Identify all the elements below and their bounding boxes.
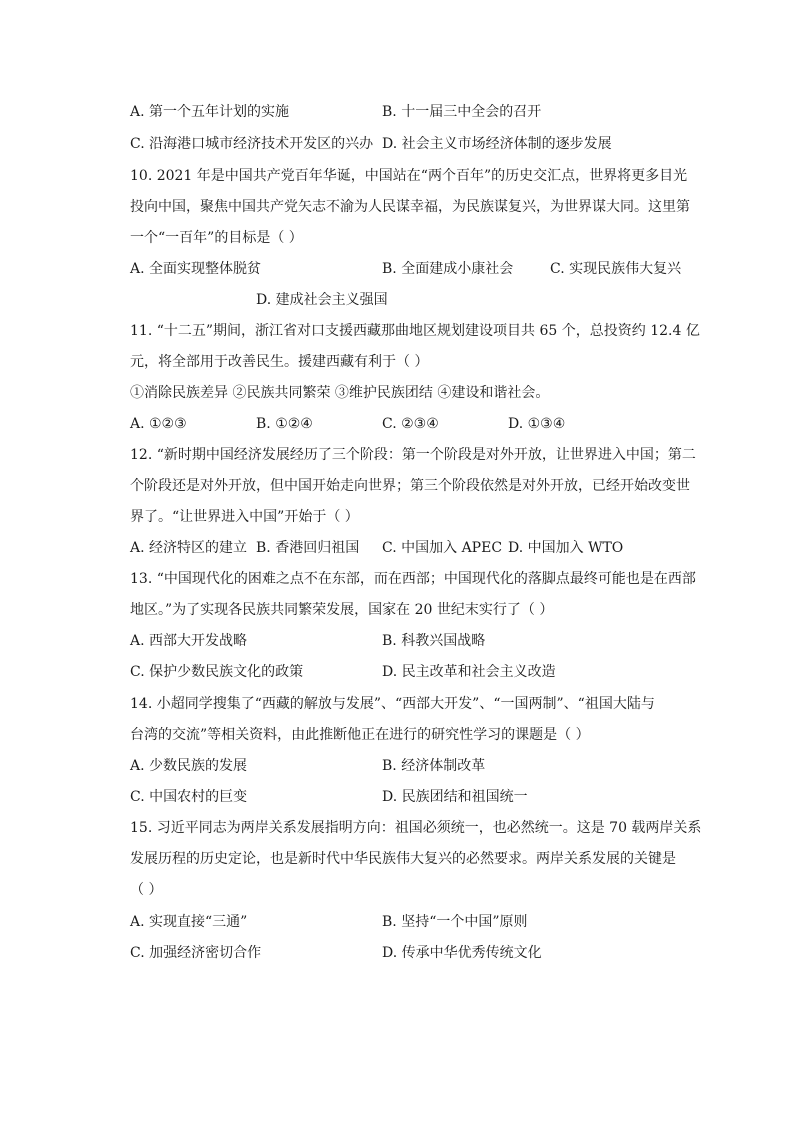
q13-stem-line-1: 13. “中国现代化的困难之点不在东部，而在西部；中国现代化的落脚点最终可能也是在西部 [130,571,696,587]
q11-option-d[interactable]: D. ①③④ [508,416,566,432]
q9-option-b[interactable]: B. 十一届三中全会的召开 [382,104,542,120]
q9-option-c[interactable]: C. 沿海港口城市经济技术开发区的兴办 [130,136,374,152]
q10-stem-line-1: 10. 2021 年是中国共产党百年华诞，中国站在“两个百年”的历史交汇点，世界将更多目光 [130,168,688,184]
q14-option-a[interactable]: A. 少数民族的发展 [130,758,248,774]
q12-stem-line-1: 12. “新时期中国经济发展经历了三个阶段：第一个阶段是对外开放，让世界进入中国；第二 [130,447,696,463]
q12-stem-line-2: 个阶段还是对外开放，但中国开始走向世界；第三个阶段依然是对外开放，已经开始改变世 [130,478,690,494]
q15-stem-line-3: （ ） [130,882,163,898]
q13-option-d[interactable]: D. 民主改革和社会主义改造 [382,664,556,680]
q14-option-d[interactable]: D. 民族团结和祖国统一 [382,789,528,805]
q12-option-d[interactable]: D. 中国加入 WTO [508,540,624,556]
q9-option-d[interactable]: D. 社会主义市场经济体制的逐步发展 [382,136,612,152]
q14-stem-line-2: 台湾的交流”等相关资料，由此推断他正在进行的研究性学习的课题是（ ） [130,727,590,743]
q11-stem-line-3: ①消除民族差异 ②民族共同繁荣 ③维护民族团结 ④建设和谐社会。 [130,385,550,401]
q11-option-c[interactable]: C. ②③④ [382,416,439,432]
q15-stem-line-2: 发展历程的历史定论，也是新时代中华民族伟大复兴的必然要求。两岸关系发展的关键是 [130,851,676,867]
q13-option-b[interactable]: B. 科教兴国战略 [382,633,486,649]
q12-option-b[interactable]: B. 香港回归祖国 [256,540,360,556]
q15-option-b[interactable]: B. 坚持“一个中国”原则 [382,914,528,930]
q10-option-d[interactable]: D. 建成社会主义强国 [256,292,388,308]
q10-stem-line-2: 投向中国，聚焦中国共产党矢志不渝为人民谋幸福，为民族谋复兴，为世界谋大同。这里第 [130,199,690,215]
q10-option-a[interactable]: A. 全面实现整体脱贫 [130,261,262,277]
q9-option-a[interactable]: A. 第一个五年计划的实施 [130,104,290,120]
q12-option-c[interactable]: C. 中国加入 APEC [382,540,503,556]
q14-stem-line-1: 14. 小超同学搜集了“西藏的解放与发展”、“西部大开发”、“一国两制”、“祖国大陆与 [130,696,655,712]
q13-option-c[interactable]: C. 保护少数民族文化的政策 [130,664,304,680]
q12-stem-line-3: 界了。“让世界进入中国”开始于（ ） [130,509,359,525]
q15-option-a[interactable]: A. 实现直接“三通” [130,914,248,930]
q10-stem-line-3: 一个“一百年”的目标是（ ） [130,230,303,246]
q15-option-c[interactable]: C. 加强经济密切合作 [130,945,262,961]
q10-option-b[interactable]: B. 全面建成小康社会 [382,261,514,277]
q11-option-a[interactable]: A. ①②③ [130,416,187,432]
q13-option-a[interactable]: A. 西部大开发战略 [130,633,248,649]
q11-option-b[interactable]: B. ①②④ [256,416,313,432]
q15-stem-line-1: 15. 习近平同志为两岸关系发展指明方向：祖国必须统一，也必然统一。这是 70 载两岸关系 [130,820,702,836]
q14-option-b[interactable]: B. 经济体制改革 [382,758,486,774]
q11-stem-line-1: 11. “十二五”期间，浙江省对口支援西藏那曲地区规划建设项目共 65 个，总投资约 12.4 亿 [130,323,700,339]
q11-stem-line-2: 元，将全部用于改善民生。援建西藏有利于（ ） [130,354,429,370]
q12-option-a[interactable]: A. 经济特区的建立 [130,540,248,556]
q15-option-d[interactable]: D. 传承中华优秀传统文化 [382,945,542,961]
q14-option-c[interactable]: C. 中国农村的巨变 [130,789,248,805]
q13-stem-line-2: 地区。”为了实现各民族共同繁荣发展，国家在 20 世纪末实行了（ ） [130,602,554,618]
q10-option-c[interactable]: C. 实现民族伟大复兴 [550,261,682,277]
